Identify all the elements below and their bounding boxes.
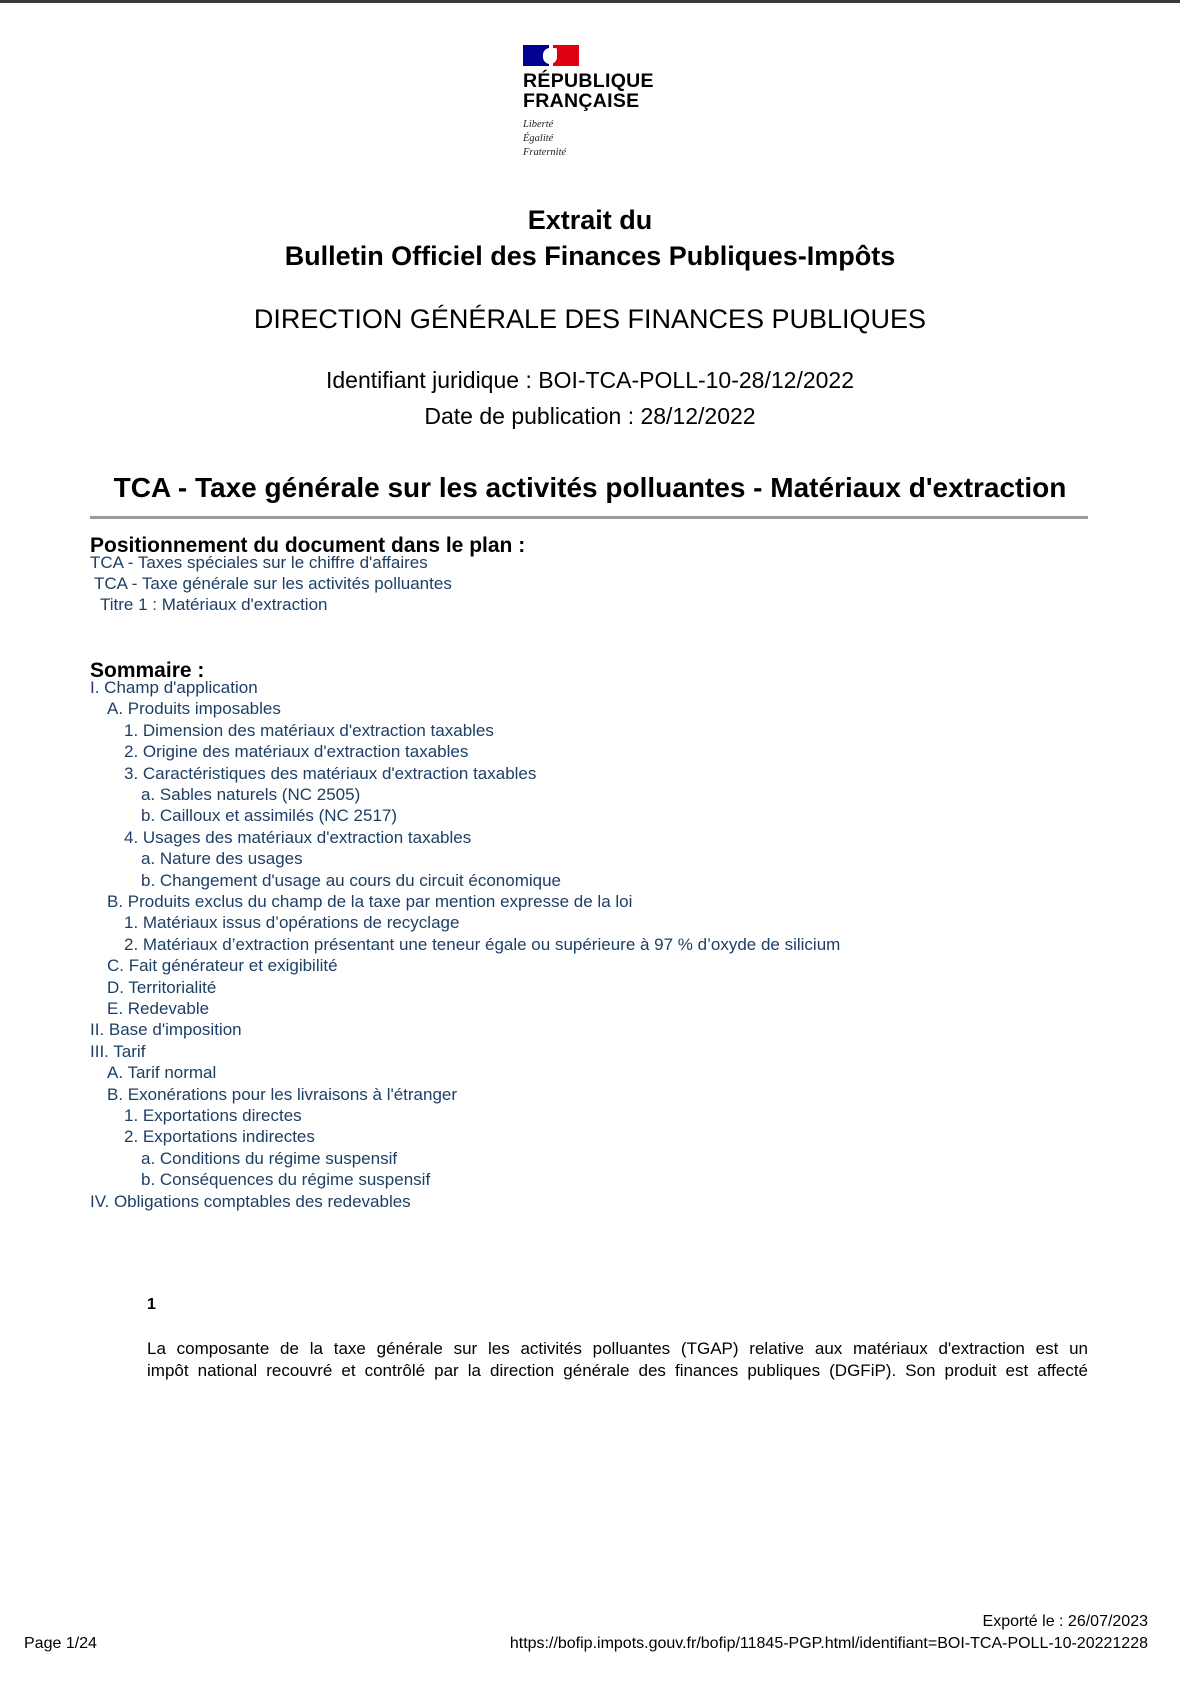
- sommaire-link[interactable]: 3. Caractéristiques des matériaux d'extraction taxables: [124, 763, 537, 783]
- sommaire-link[interactable]: IV. Obligations comptables des redevables: [90, 1191, 411, 1211]
- sommaire-link[interactable]: 2. Origine des matériaux d'extraction taxables: [124, 742, 469, 762]
- sommaire-link[interactable]: II. Base d'imposition: [90, 1020, 242, 1040]
- legal-identifier: Identifiant juridique : BOI-TCA-POLL-10-28/12/2022: [325, 367, 854, 393]
- sommaire-link[interactable]: E. Redevable: [107, 999, 210, 1018]
- plan-link[interactable]: TCA - Taxe générale sur les activités polluantes: [94, 574, 452, 593]
- sommaire-link[interactable]: A. Produits imposables: [107, 699, 281, 719]
- publication-date: Date de publication : 28/12/2022: [424, 403, 756, 429]
- sommaire-link[interactable]: 1. Exportations directes: [124, 1106, 302, 1125]
- export-date: Exporté le : 26/07/2023: [982, 1613, 1148, 1630]
- sommaire-link[interactable]: 2. Matériaux d’extraction présentant une teneur égale ou supérieure à 97 % d’oxyde de silicium: [124, 934, 841, 954]
- sommaire-link[interactable]: A. Tarif normal: [107, 1063, 217, 1083]
- sommaire-link[interactable]: b. Changement d'usage au cours du circuit économique: [141, 870, 562, 890]
- paragraph-line: La composante de la taxe générale sur les activités polluantes (TGAP) relative aux matériaux d'extraction est un: [147, 1339, 1088, 1358]
- sommaire-link[interactable]: a. Sables naturels (NC 2505): [141, 785, 361, 804]
- plan-link[interactable]: Titre 1 : Matériaux d'extraction: [100, 595, 328, 614]
- paragraph-number: 1: [147, 1296, 156, 1313]
- motto-fraternite: Fraternité: [523, 147, 567, 158]
- sommaire-heading: Sommaire :: [90, 659, 205, 682]
- sommaire-link[interactable]: b. Cailloux et assimilés (NC 2517): [141, 806, 398, 826]
- plan-link[interactable]: TCA - Taxes spéciales sur le chiffre d'affaires: [90, 553, 428, 572]
- sommaire-link[interactable]: a. Conditions du régime suspensif: [141, 1148, 398, 1168]
- sommaire-link[interactable]: D. Territorialité: [107, 977, 217, 997]
- motto-egalite: Égalité: [523, 133, 554, 144]
- direction-heading: DIRECTION GÉNÉRALE DES FINANCES PUBLIQUES: [253, 304, 927, 334]
- sommaire-link[interactable]: b. Conséquences du régime suspensif: [141, 1170, 431, 1190]
- sommaire-link[interactable]: I. Champ d'application: [90, 678, 258, 697]
- sommaire-link[interactable]: B. Exonérations pour les livraisons à l'étranger: [107, 1084, 458, 1104]
- sommaire-link[interactable]: 2. Exportations indirectes: [124, 1127, 315, 1147]
- plan-heading: Positionnement du document dans le plan :: [90, 534, 526, 557]
- republique-francaise-logo: [523, 45, 683, 160]
- document-title: TCA - Taxe générale sur les activités polluantes - Matériaux d'extraction: [113, 472, 1067, 503]
- paragraph-line: impôt national recouvré et contrôlé par la direction générale des finances publiques (DGFiP). Son produit est affecté: [147, 1361, 1088, 1380]
- sommaire-link[interactable]: 1. Dimension des matériaux d'extraction taxables: [124, 720, 494, 740]
- logo-motto: [523, 118, 683, 160]
- paragraph-text: [147, 1338, 1088, 1382]
- motto-liberte: Liberté: [523, 119, 554, 130]
- page-number: Page 1/24: [24, 1635, 97, 1652]
- logo-line-1: RÉPUBLIQUE: [523, 70, 654, 92]
- top-border: [0, 0, 1180, 3]
- sommaire-link[interactable]: C. Fait générateur et exigibilité: [107, 956, 338, 976]
- logo-line-2: FRANÇAISE: [523, 90, 640, 112]
- sommaire-link[interactable]: B. Produits exclus du champ de la taxe par mention expresse de la loi: [107, 892, 633, 911]
- sommaire-link[interactable]: 4. Usages des matériaux d'extraction taxables: [124, 827, 472, 847]
- sommaire-link[interactable]: III. Tarif: [90, 1041, 146, 1061]
- sommaire-link[interactable]: 1. Matériaux issus d’opérations de recyclage: [124, 913, 460, 933]
- title-divider: [90, 516, 1088, 519]
- marianne-flag-icon: [523, 45, 579, 66]
- logo-name: [523, 71, 683, 111]
- source-url: https://bofip.impots.gouv.fr/bofip/11845-PGP.html/identifiant=BOI-TCA-POLL-10-20221228: [509, 1635, 1148, 1652]
- bulletin-heading: Bulletin Officiel des Finances Publiques-Impôts: [284, 241, 896, 271]
- sommaire-link[interactable]: a. Nature des usages: [141, 849, 303, 869]
- extrait-heading: Extrait du: [527, 205, 653, 235]
